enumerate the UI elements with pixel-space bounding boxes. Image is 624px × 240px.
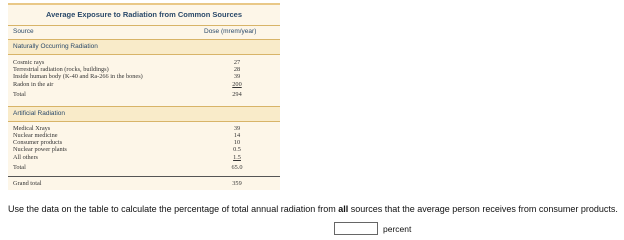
grand-total-row bbox=[13, 180, 275, 189]
answer-unit: percent bbox=[383, 224, 412, 234]
row-label: Nuclear power plants bbox=[13, 146, 67, 153]
table-title: Average Exposure to Radiation from Common Sources bbox=[45, 10, 242, 19]
row-label: Nuclear medicine bbox=[13, 132, 58, 139]
header-divider bbox=[8, 25, 280, 26]
row-label: Inside human body (K-40 and Ra-266 in the bones) bbox=[13, 73, 143, 80]
row-label: Radon in the air bbox=[13, 81, 54, 88]
section-title-natural: Naturally Occurring Radiation bbox=[13, 43, 98, 50]
row-value: 14 bbox=[233, 132, 241, 139]
table-row bbox=[13, 81, 275, 90]
total-row-artificial bbox=[13, 164, 275, 173]
grand-total-value: 359 bbox=[232, 180, 242, 187]
row-label: Consumer products bbox=[13, 139, 63, 146]
total-label: Total bbox=[13, 91, 26, 98]
row-value: 39 bbox=[233, 125, 241, 132]
column-header-source: Source bbox=[13, 28, 34, 35]
row-value: 10 bbox=[233, 139, 241, 146]
section-title-artificial: Artificial Radiation bbox=[13, 110, 66, 117]
total-row-natural bbox=[13, 91, 275, 100]
question-text-before: Use the data on the table to calculate the percentage of total annual radiation from bbox=[8, 204, 339, 214]
row-value: 1.5 bbox=[233, 154, 241, 161]
row-label: Cosmic rays bbox=[13, 59, 45, 66]
grand-total-label: Grand total bbox=[13, 180, 42, 187]
row-value: 27 bbox=[233, 59, 241, 66]
total-value: 65.0 bbox=[231, 164, 243, 171]
grand-total-divider bbox=[8, 176, 280, 177]
question-text-after: sources that the average person receives from consumer products. bbox=[348, 204, 618, 214]
total-label: Total bbox=[13, 164, 26, 171]
section-header-natural bbox=[8, 39, 280, 55]
answer-input[interactable] bbox=[334, 222, 378, 235]
question-emphasis: all bbox=[338, 204, 349, 214]
radiation-table bbox=[8, 3, 280, 190]
question-text bbox=[8, 204, 618, 214]
row-label: Terrestrial radiation (rocks, buildings) bbox=[13, 66, 109, 73]
total-value: 294 bbox=[232, 91, 242, 98]
row-value: 28 bbox=[233, 66, 241, 73]
row-label: Medical Xrays bbox=[13, 125, 51, 132]
row-value: 0.5 bbox=[233, 146, 241, 153]
section-header-artificial bbox=[8, 106, 280, 122]
row-label: All others bbox=[13, 154, 39, 161]
table-row bbox=[13, 154, 275, 163]
column-header-dose: Dose (mrem/year) bbox=[204, 28, 257, 35]
row-value: 200 bbox=[232, 81, 242, 88]
row-value: 39 bbox=[233, 73, 241, 80]
